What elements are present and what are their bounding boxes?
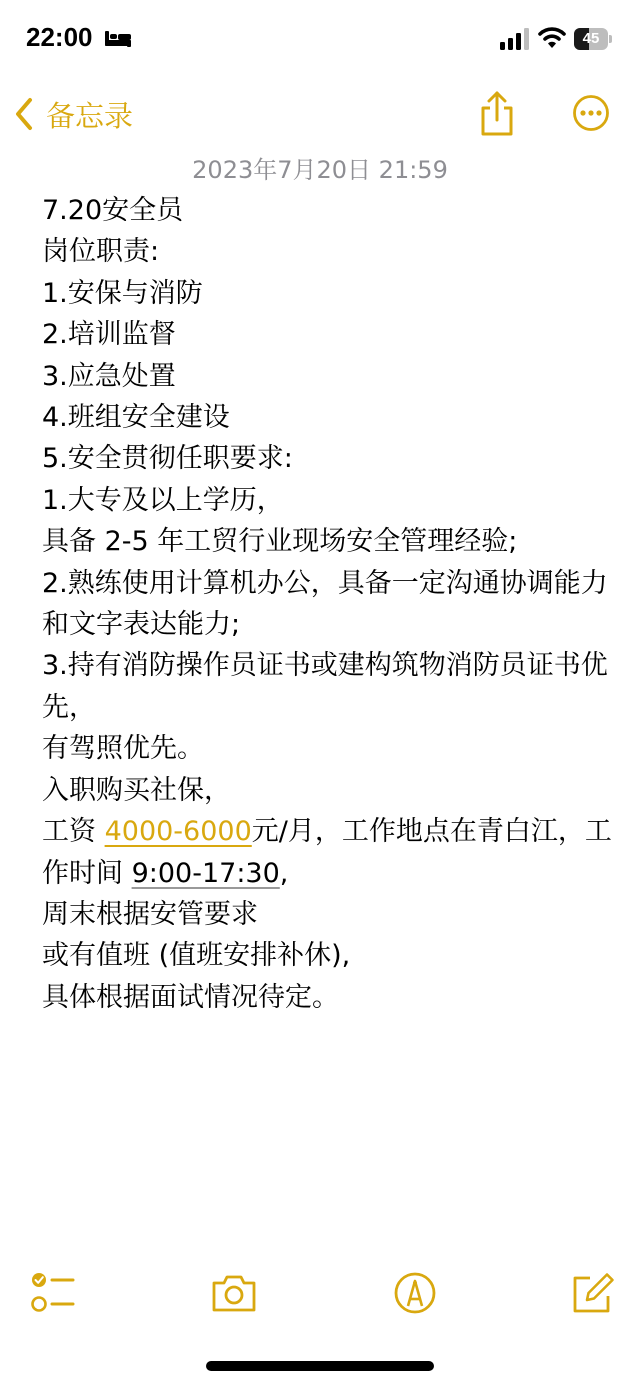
- note-line: 具体根据面试情况待定。: [42, 981, 339, 1013]
- note-line: 1.大专及以上学历，: [42, 484, 284, 516]
- signal-icon: [500, 28, 532, 50]
- wifi-icon: [538, 26, 566, 50]
- camera-icon[interactable]: [211, 1270, 257, 1316]
- battery-icon: [574, 28, 612, 50]
- note-line: 岗位职责:: [42, 236, 160, 268]
- note-line: 7.20安全员: [42, 195, 184, 226]
- note-line: 入职购买社保，: [42, 774, 231, 806]
- markup-icon[interactable]: [392, 1270, 438, 1316]
- checklist-icon[interactable]: [30, 1270, 76, 1316]
- back-button[interactable]: [14, 92, 133, 136]
- note-line: 3.应急处置: [42, 360, 176, 392]
- note-date: 2023年7月20日 21:59: [192, 156, 448, 184]
- salary-prefix: 工资: [42, 816, 105, 848]
- salary-suffix: 元/月，工作地点在青白江，工作时间: [42, 816, 612, 889]
- note-line: 2.熟练使用计算机办公，具备一定沟通协调能力: [42, 567, 608, 599]
- more-icon[interactable]: [572, 94, 610, 132]
- share-icon[interactable]: [478, 90, 516, 138]
- sleep-icon: [104, 28, 132, 48]
- work-time-suffix: ,: [279, 857, 289, 889]
- note-line: 周末根据安管要求: [42, 898, 258, 930]
- home-indicator[interactable]: [206, 1361, 434, 1371]
- salary-paragraph: [42, 811, 612, 894]
- note-line: 3.持有消防操作员证书或建构筑物消防员证书优先，: [42, 650, 608, 723]
- note-line: 或有值班 (值班安排补休),: [42, 940, 351, 972]
- battery-body: [574, 28, 608, 50]
- chevron-left-icon: [14, 97, 34, 131]
- battery-level: 45: [582, 30, 600, 47]
- note-line: 和文字表达能力;: [42, 609, 241, 641]
- note-line: 1.安保与消防: [42, 277, 203, 309]
- nav-bar: [0, 86, 640, 142]
- note-line: 具备 2-5 年工贸行业现场安全管理经验;: [42, 526, 518, 558]
- note-line: 5.安全贯彻任职要求:: [42, 443, 293, 475]
- back-label: 备忘录: [46, 98, 134, 133]
- note-line: 2.培训监督: [42, 319, 176, 351]
- bottom-toolbar: [0, 1266, 640, 1326]
- status-bar: [0, 0, 640, 80]
- salary-link[interactable]: 4000-6000: [104, 816, 252, 848]
- note-body[interactable]: [42, 190, 612, 1018]
- work-time-link[interactable]: 9:00-17:30: [131, 857, 280, 889]
- status-time: 22:00: [26, 22, 93, 52]
- compose-icon[interactable]: [570, 1270, 616, 1316]
- note-line: 有驾照优先。: [42, 733, 204, 765]
- battery-nub: [609, 35, 612, 43]
- note-line: 4.班组安全建设: [42, 402, 230, 434]
